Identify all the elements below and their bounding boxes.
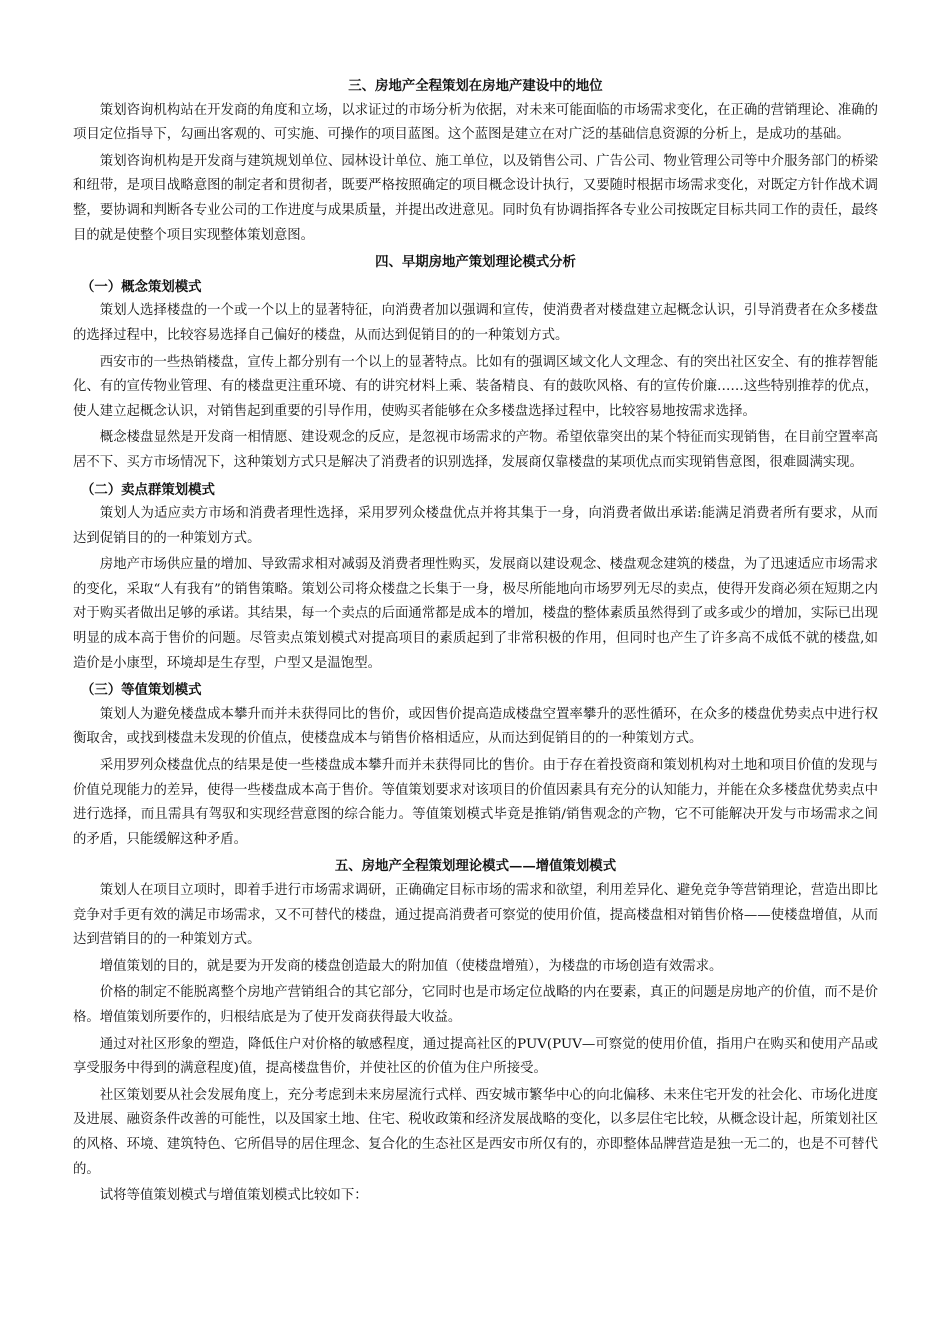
section-heading: 三、房地产全程策划在房地产建设中的地位 [348,78,603,94]
subsection-heading: （一）概念策划模式 [81,278,202,295]
section-heading: 四、早期房地产策划理论模式分析 [375,254,576,271]
paragraph: 价格的制定不能脱离整个房地产营销组合的其它部分，它同时也是市场定位战略的内在要素，真正的问题是房地产的价值，而不是价格。增值策划所要作的，归根结底是为了使开发商获得最大收益。 [73,985,878,1025]
paragraph: 策划人在项目立项时，即着手进行市场需求调研，正确确定目标市场的需求和欲望，利用差异化、避免竞争等营销理论，营造出即比竞争对手更有效的满足市场需求，又不可替代的楼盘，通过提高消费者可察觉的使用价值，提高楼盘相对销售价格——使楼盘增值，从而达到营销目的的一种策划方式。 [73,883,878,948]
paragraph: 策划人为适应卖方市场和消费者理性选择，采用罗列众楼盘优点并将其集于一身，向消费者做出承诺:能满足消费者所有要求，从而达到促销目的的一种策划方式。 [73,506,878,546]
paragraph: 增值策划的目的，就是要为开发商的楼盘创造最大的附加值（使楼盘增殖），为楼盘的市场创造有效需求。 [99,958,723,974]
paragraph: 房地产市场供应量的增加、导致需求相对减弱及消费者理性购买，发展商以建设观念、楼盘观念建筑的楼盘，为了迅速适应市场需求的变化，采取“人有我有”的销售策略。策划公司将众楼盘之长集于一身，极尽所能地向市场罗列无尽的卖点，使得开发商必须在短期之内对于购买者做出足够的承诺。其结果，每一个卖点的后面通常都是成本的增加，楼盘的整体素质虽然得到了或多或少的增加，实际已出现明显的成本高于售价的问题。尽管卖点策划模式对提高项目的素质起到了非常积极的作用，但同时也产生了许多高不成低不就的楼盘,如造价是小康型，环境却是生存型，户型又是温饱型。 [73,557,878,671]
paragraph: 通过对社区形象的塑造，降低住户对价格的敏感程度，通过提高社区的PUV(PUV—可察觉的使用价值，指用户在购买和使用产品或享受服务中得到的满意程度)值，提高楼盘售价，并使社区的价值为住户所接受。 [73,1036,878,1077]
subsection-heading: （二）卖点群策划模式 [81,481,215,498]
subsection-heading: （三）等值策划模式 [81,682,202,699]
paragraph: 策划人选择楼盘的一个或一个以上的显著特征，向消费者加以强调和宣传，使消费者对楼盘建立起概念认识，引导消费者在众多楼盘的选择过程中，比较容易选择自己偏好的楼盘，从而达到促销目的的一种策划方式。 [73,303,878,343]
paragraph: 试将等值策划模式与增值策划模式比较如下： [99,1188,368,1204]
paragraph: 策划咨询机构是开发商与建筑规划单位、园林设计单位、施工单位，以及销售公司、广告公司、物业管理公司等中介服务部门的桥梁和纽带，是项目战略意图的制定者和贯彻者，既要严格按照确定的项目概念设计执行，又要随时根据市场需求变化，对既定方针作战术调整，要协调和判断各专业公司的工作进度与成果质量，并提出改进意见。同时负有协调指挥各专业公司按既定目标共同工作的责任，最终目的就是使整个项目实现整体策划意图。 [73,153,878,243]
section-heading: 五、房地产全程策划理论模式——增值策划模式 [334,858,617,875]
paragraph: 社区策划要从社会发展角度上，充分考虑到未来房屋流行式样、西安城市繁华中心的向北偏移、未来住宅开发的社会化、市场化进度及进展、融资条件改善的可能性，以及国家土地、住宅、税收政策和经济发展战略的变化，以多层住宅比较，从概念设计起，所策划社区的风格、环境、建筑特色、它所倡导的居住理念、复合化的生态社区是西安市所仅有的，亦即整体品牌营造是独一无二的，也是不可替代的。 [73,1087,878,1177]
paragraph: 采用罗列众楼盘优点的结果是使一些楼盘成本攀升而并未获得同比的售价。由于存在着投资商和策划机构对土地和项目价值的发现与价值兑现能力的差异，使得一些楼盘成本高于售价。等值策划要求对该项目的价值因素具有充分的认知能力，并能在众多楼盘优势卖点中进行选择，而且需具有驾驭和实现经营意图的综合能力。等值策划模式毕竟是推销/销售观念的产物，它不可能解决开发与市场需求之间的矛盾，只能缓解这种矛盾。 [73,758,878,847]
paragraph: 西安市的一些热销楼盘，宣传上都分别有一个以上的显著特点。比如有的强调区域文化人文理念、有的突出社区安全、有的推荐智能化、有的宣传物业管理、有的楼盘更注重环境、有的讲究材料上乘、装备精良、有的鼓吹风格、有的宣传价廉……这些特别推荐的优点，使人建立起概念认识，对销售起到重要的引导作用，使购买者能够在众多楼盘选择过程中，比较容易地按需求选择。 [73,354,878,419]
paragraph: 策划人为避免楼盘成本攀升而并未获得同比的售价，或因售价提高造成楼盘空置率攀升的恶性循环，在众多的楼盘优势卖点中进行权衡取舍，或找到楼盘未发现的价值点，使楼盘成本与销售价格相适应，从而达到促销目的的一种策划方式。 [73,706,878,747]
paragraph: 概念楼盘显然是开发商一相情愿、建设观念的反应，是忽视市场需求的产物。希望依靠突出的某个特征而实现销售，在目前空置率高居不下、买方市场情况下，这种策划方式只是解决了消费者的识别选择，发展商仅靠楼盘的某项优点而实现销售意图，很难圆满实现。 [73,430,878,470]
paragraph: 策划咨询机构站在开发商的角度和立场，以求证过的市场分析为依据，对未来可能面临的市场需求变化，在正确的营销理论、准确的项目定位指导下，勾画出客观的、可实施、可操作的项目蓝图。这个蓝图是建立在对广泛的基础信息资源的分析上，是成功的基础。 [73,102,878,143]
